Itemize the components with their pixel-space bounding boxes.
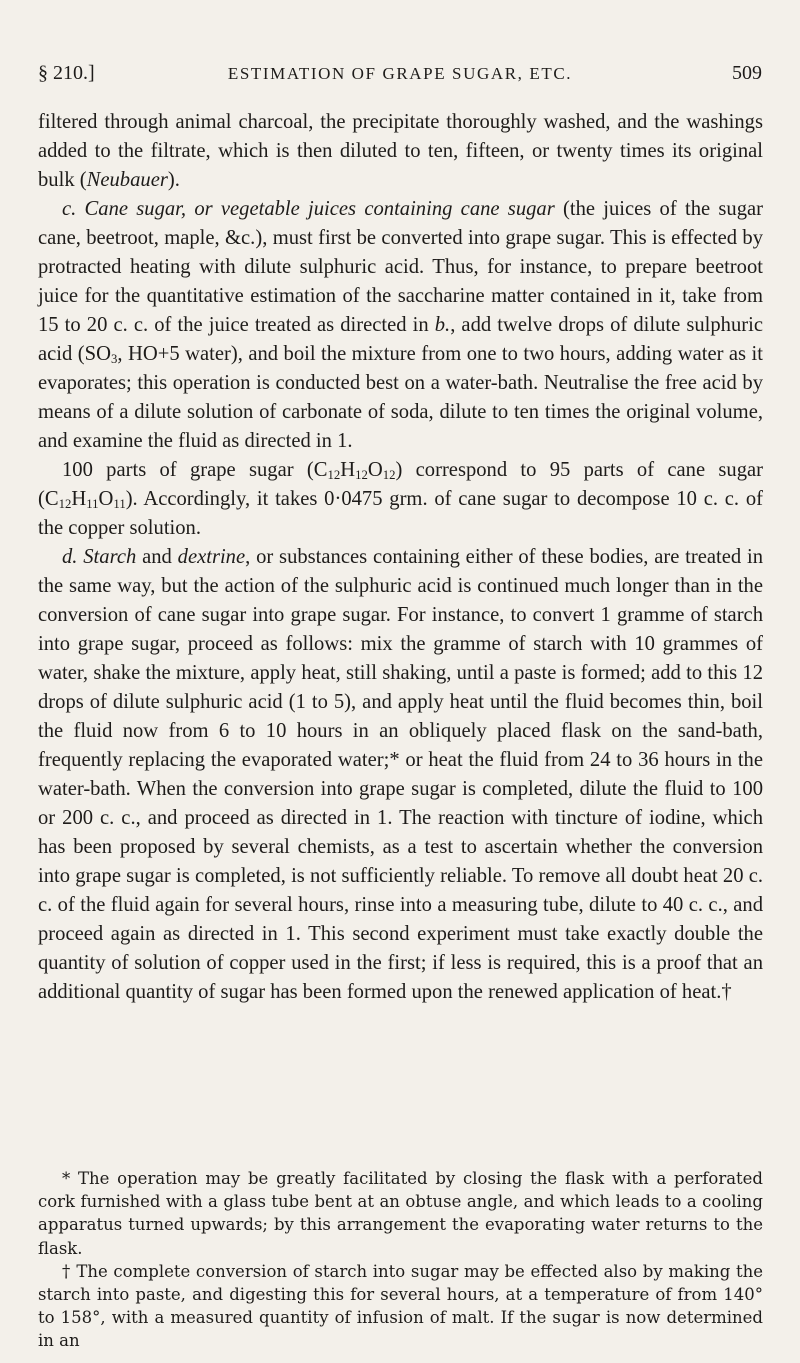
paragraph-formula: 100 parts of grape sugar $(C_{12}H_{12}O_{12})$ correspond to 95 parts of cane sugar $(C_{12}H_{11}O_{11})$. Accordingly, it takes 0·0475 grm. of cane sugar to decompose 10 c. c. of the copper solution.: [38, 459, 763, 539]
paragraph: filtered through animal charcoal, the precipitate thoroughly washed, and the washings added to the filtrate, which is then diluted to ten, fifteen, or twenty times its original bulk (Neubauer).: [38, 111, 763, 191]
section-label: c. Cane sugar, or vegetable juices containing cane sugar: [62, 198, 555, 220]
running-header: [38, 62, 762, 92]
section-marker: § 210.]: [38, 62, 95, 84]
footnote: † The complete conversion of starch into sugar may be effected also by making the starch into paste, and digesting this for several hours, at a temperature of from 140° to 158°, with a measured quantity of infusion of malt. If the sugar is now determined in an: [38, 1261, 763, 1351]
section-label: d. Starch: [62, 546, 137, 568]
page-number: 509: [732, 62, 762, 84]
footnote: * The operation may be greatly facilitated by closing the flask with a perforated cork furnished with a glass tube bent at an obtuse angle, and which leads to a cooling apparatus turned upwards; by this arrangement the evaporating water returns to the flask.: [38, 1169, 763, 1258]
body-text: [38, 108, 763, 1007]
footnotes: [38, 1167, 763, 1353]
running-title: ESTIMATION OF GRAPE SUGAR, ETC.: [227, 64, 573, 83]
paragraph-cane-sugar: c. Cane sugar, or vegetable juices containing cane sugar (the juices of the sugar cane, beetroot, maple, &c.), must first be converted into grape sugar. This is effected by protracted heating with dilute sulphuric acid. Thus, for instance, to prepare beetroot juice for the quantitative estimation of the saccharine matter contained in it, take from 15 to 20 c. c. of the juice treated as directed in b., add twelve drops of dilute sulphuric acid ($SO_3$, HO+5 water), and boil the mixture from one to two hours, adding water as it evaporates; this operation is conducted best on a water-bath. Neutralise the free acid by means of a dilute solution of carbonate of soda, dilute to ten times the original volume, and examine the fluid as directed in 1.: [38, 198, 763, 452]
paragraph-starch: d. Starch and dextrine, or substances containing either of these bodies, are treated in the same way, but the action of the sulphuric acid is continued much longer than in the conversion of cane sugar into grape sugar. For instance, to convert 1 gramme of starch into grape sugar, proceed as follows: mix the gramme of starch with 10 grammes of water, shake the mixture, apply heat, still shaking, until a paste is formed; add to this 12 drops of dilute sulphuric acid (1 to 5), and apply heat until the fluid becomes thin, boil the fluid now from 6 to 10 hours in an obliquely placed flask on the sand-bath, frequently replacing the evaporated water;* or heat the fluid from 24 to 36 hours in the water-bath. When the conversion into grape sugar is completed, dilute the fluid to 100 or 200 c. c., and proceed as directed in 1. The reaction with tincture of iodine, which has been proposed by several chemists, as a test to ascertain whether the conversion into grape sugar is completed, is not sufficiently reliable. To remove all doubt heat 20 c. c. of the fluid again for several hours, rinse into a measuring tube, dilute to 40 c. c., and proceed again as directed in 1. This second experiment must take exactly double the quantity of solution of copper used in the first; if less is required, this is a proof that an additional quantity of sugar has been formed upon the renewed application of heat.†: [38, 546, 764, 1003]
author-name: Neubauer: [86, 169, 168, 191]
